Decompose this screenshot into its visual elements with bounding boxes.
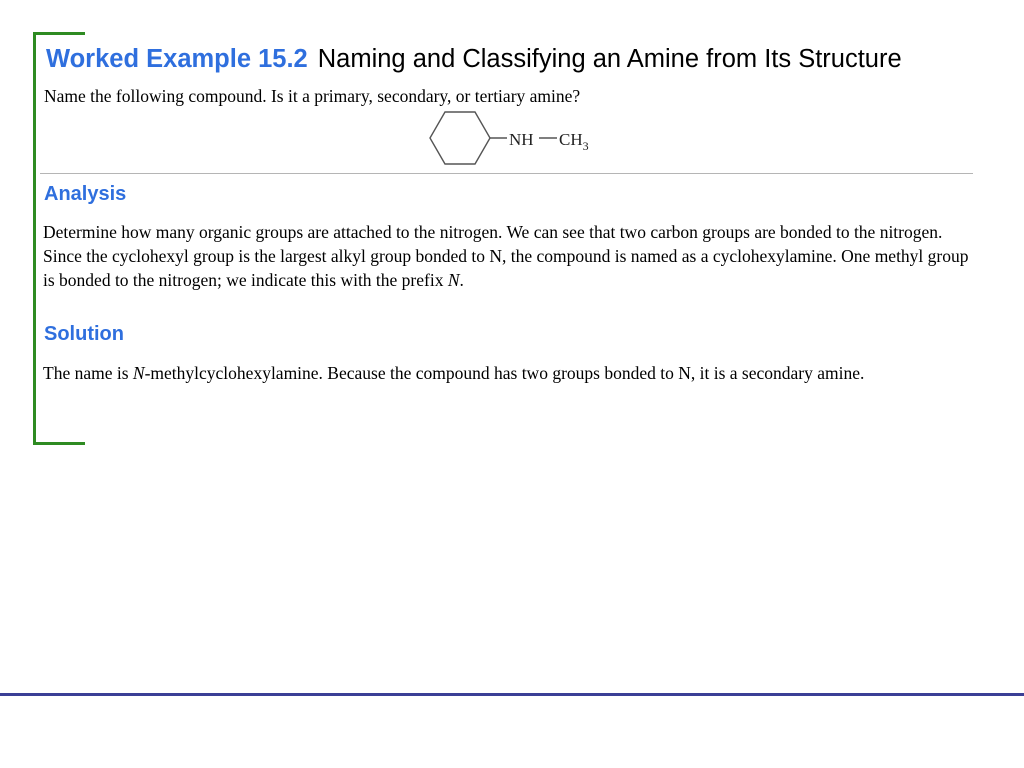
ch-subscript: 3: [582, 139, 589, 153]
analysis-prefix-n: N: [447, 270, 460, 290]
n-methylcyclohexylamine-structure: [426, 108, 606, 170]
title-heading: Naming and Classifying an Amine from Its Structure: [317, 45, 902, 73]
solution-paragraph: [43, 361, 933, 385]
solution-prefix-n: N: [132, 363, 145, 383]
slide-title: [46, 44, 902, 75]
worked-example-label: Worked Example 15.2: [46, 45, 308, 73]
analysis-heading: Analysis: [44, 183, 127, 205]
solution-heading: Solution: [44, 323, 124, 345]
nh-label: NH: [509, 130, 534, 149]
ch3-label: [559, 130, 589, 153]
analysis-text-main: Determine how many organic groups are attached to the nitrogen. We can see that two carbon groups are bonded to the nitrogen. Since the cyclohexyl group is the largest alkyl group bonded to N, the compound is named as a cyclohexylamine. One methyl group is bonded to the nitrogen; we indicate this with the prefix: [43, 222, 969, 290]
section-divider: [40, 173, 973, 174]
footer-rule: [0, 693, 1024, 696]
analysis-paragraph: [43, 220, 973, 292]
solution-text-start: The name is: [43, 363, 133, 383]
cyclohexane-ring: [430, 112, 490, 164]
solution-text-end: -methylcyclohexylamine. Because the compound has two groups bonded to N, it is a secondary amine.: [144, 363, 865, 383]
analysis-text-end: .: [459, 270, 464, 290]
ch-label: CH: [559, 130, 583, 149]
question-prompt: Name the following compound. Is it a primary, secondary, or tertiary amine?: [44, 86, 581, 106]
